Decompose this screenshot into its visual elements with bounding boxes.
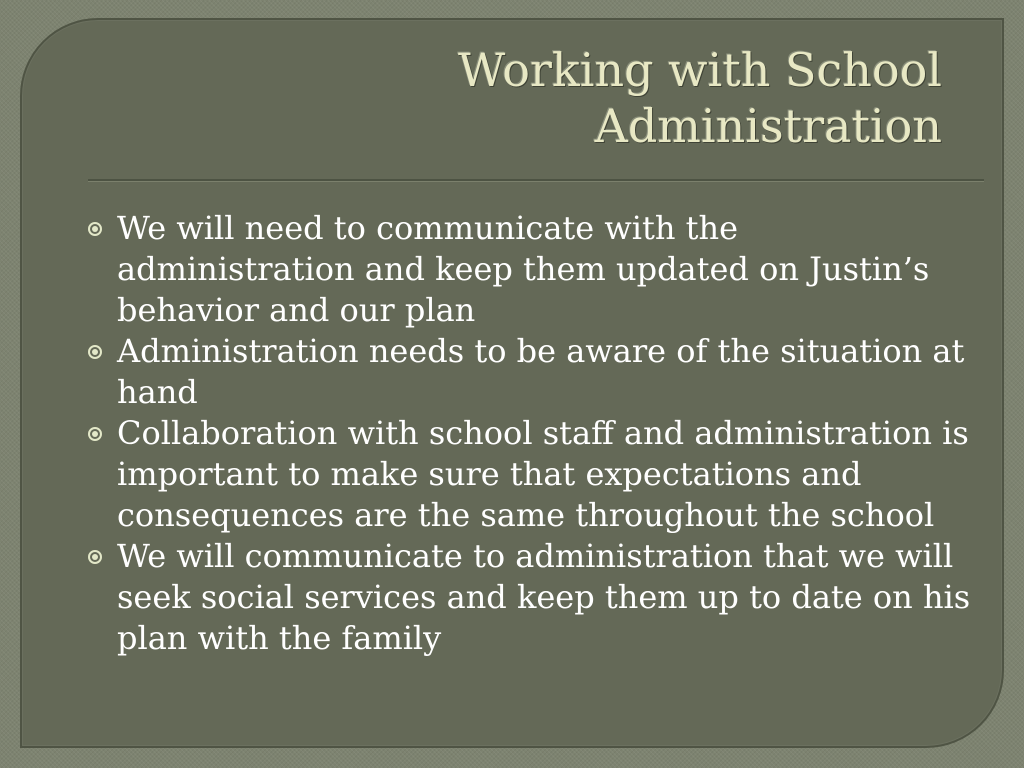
bullet-text: We will need to communicate with the administration and keep them updated on Justin’s behavior and our plan (117, 209, 930, 329)
title-divider (88, 179, 984, 182)
bullet-list (84, 208, 984, 659)
circle-dot-icon (88, 427, 102, 441)
circle-dot-icon (88, 222, 102, 236)
bullet-item (84, 208, 984, 331)
bullet-item (84, 536, 984, 659)
circle-dot-icon (88, 550, 102, 564)
bullet-text: Collaboration with school staff and administration is important to make sure that expectations and consequences are the same throughout the school (117, 414, 969, 534)
bullet-text: Administration needs to be aware of the situation at hand (117, 332, 965, 411)
bullet-text: We will communicate to administration that we will seek social services and keep them up to date on his plan with the family (117, 537, 971, 657)
bullet-item (84, 413, 984, 536)
title-line-1: Working with School (458, 43, 942, 97)
bullet-item (84, 331, 984, 413)
slide-panel (20, 18, 1004, 748)
title-line-2: Administration (594, 99, 942, 153)
slide-title (242, 42, 942, 154)
circle-dot-icon (88, 345, 102, 359)
